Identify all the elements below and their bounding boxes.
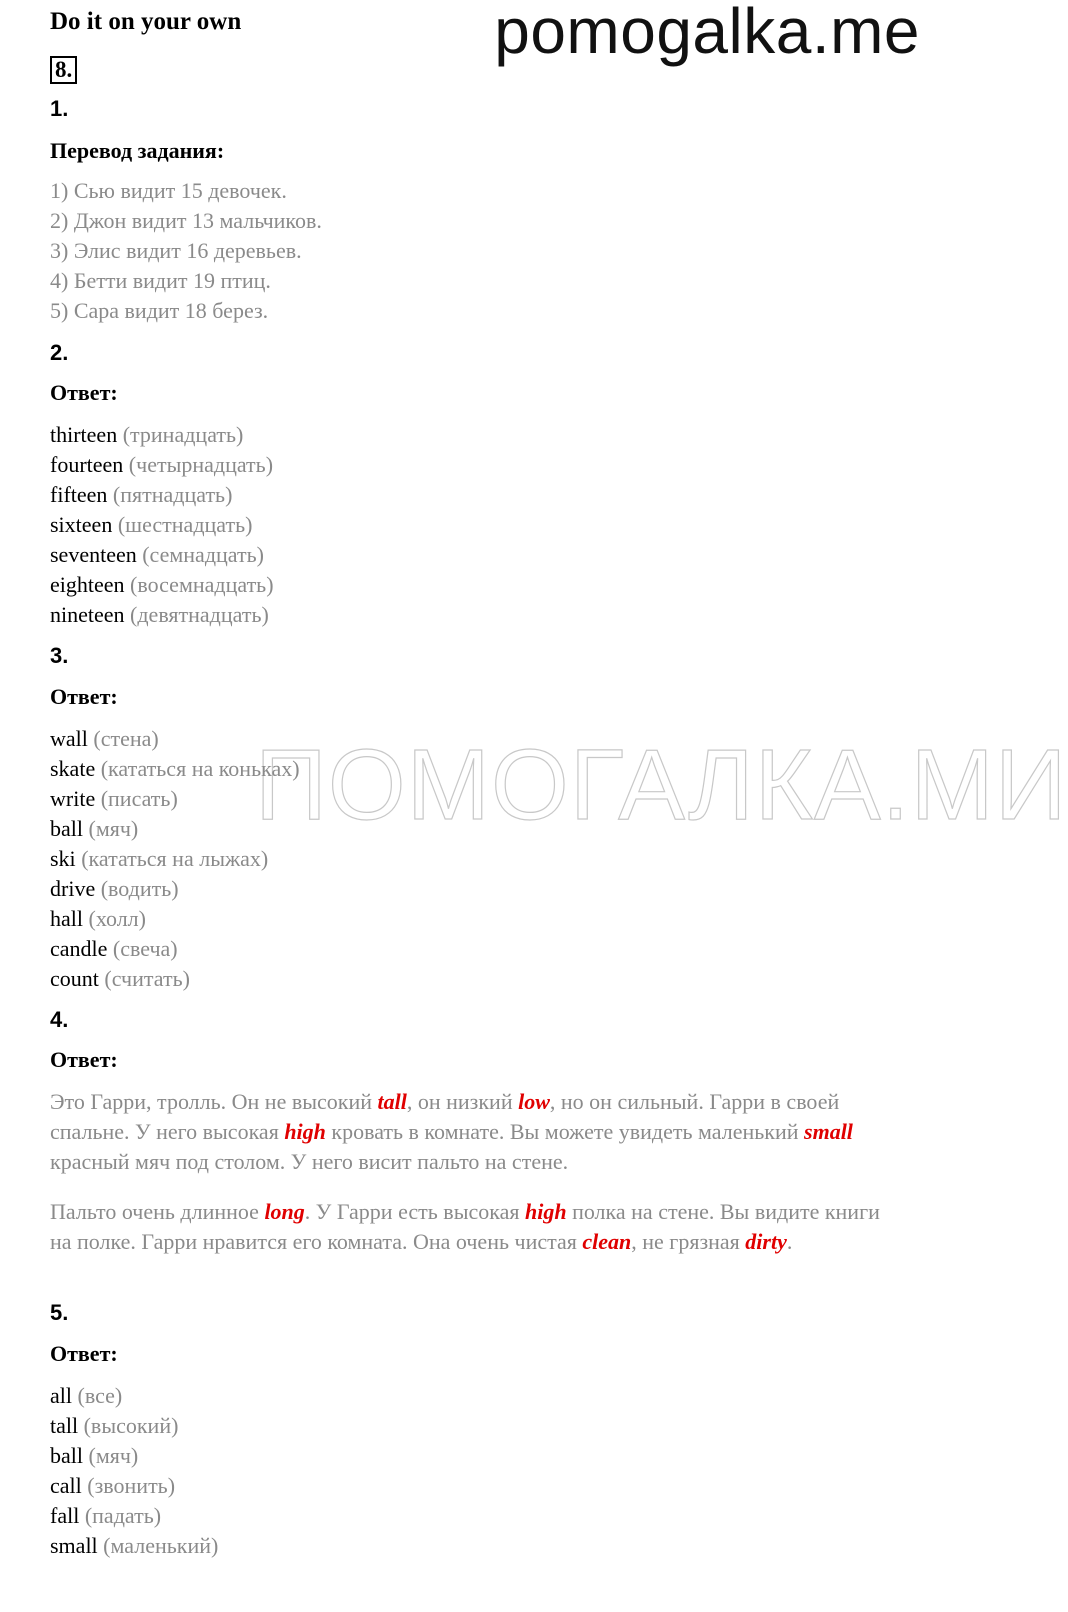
list-item: hall (холл) <box>50 906 146 931</box>
section-2-number: 2. <box>50 340 69 365</box>
section-3-number: 3. <box>50 643 69 668</box>
list-item: wall (стена) <box>50 726 159 751</box>
list-item: tall (высокий) <box>50 1413 179 1438</box>
section-4-paragraph-2: Пальто очень длинное long. У Гарри есть высокая high полка на стене. Вы видите книги на полке. Гарри нравится его комната. Она очень чистая clean, не грязная dirty. <box>50 1199 880 1254</box>
list-item: sixteen (шестнадцать) <box>50 512 253 537</box>
answer-word: high <box>524 1199 567 1224</box>
answer-word: long <box>264 1199 305 1224</box>
section-5-list <box>50 1381 218 1561</box>
section-1-number: 1. <box>50 96 69 121</box>
list-item: write (писать) <box>50 786 178 811</box>
list-item: fifteen (пятнадцать) <box>50 482 233 507</box>
list-item: ball (мяч) <box>50 816 139 841</box>
section-1-heading: Перевод задания: <box>50 138 225 163</box>
section-5-number: 5. <box>50 1300 69 1325</box>
section-5-heading: Ответ: <box>50 1341 118 1366</box>
answer-word: dirty <box>745 1229 787 1254</box>
answer-word: clean <box>582 1229 632 1254</box>
section-1-translation <box>50 176 322 326</box>
list-item: thirteen (тринадцать) <box>50 422 244 447</box>
section-4-paragraph-1: Это Гарри, тролль. Он не высокий tall, он низкий low, но он сильный. Гарри в своей спальне. У него высокая high кровать в комнате. Вы можете увидеть маленький small красный мяч под столом. У него висит пальто на стене. <box>50 1089 853 1174</box>
list-item: seventeen (семнадцать) <box>50 542 264 567</box>
list-item: ski (кататься на лыжах) <box>50 846 269 871</box>
answer-word: high <box>284 1119 326 1144</box>
list-item: count (считать) <box>50 966 190 991</box>
answer-word: tall <box>377 1089 407 1114</box>
section-2-heading: Ответ: <box>50 380 118 405</box>
list-item: all (все) <box>50 1383 123 1408</box>
list-item: skate (кататься на коньках) <box>50 756 300 781</box>
section-2-list <box>50 420 274 630</box>
list-item: small (маленький) <box>50 1533 219 1558</box>
list-item: 2) Джон видит 13 мальчиков. <box>50 208 322 233</box>
list-item: 3) Элис видит 16 деревьев. <box>50 238 302 263</box>
site-watermark: pomogalka.me <box>494 0 920 67</box>
list-item: call (звонить) <box>50 1473 176 1498</box>
section-3-list <box>50 724 300 994</box>
list-item: eighteen (восемнадцать) <box>50 572 274 597</box>
section-4-number: 4. <box>50 1007 69 1032</box>
list-item: nineteen (девятнадцать) <box>50 602 269 627</box>
list-item: ball (мяч) <box>50 1443 139 1468</box>
answer-word: low <box>518 1089 550 1114</box>
list-item: 1) Сью видит 15 девочек. <box>50 178 287 203</box>
list-item: fall (падать) <box>50 1503 162 1528</box>
list-item: candle (свеча) <box>50 936 178 961</box>
page-title: Do it on your own <box>50 8 242 35</box>
answer-word: small <box>804 1119 853 1144</box>
list-item: fourteen (четырнадцать) <box>50 452 274 477</box>
list-item: drive (водить) <box>50 876 179 901</box>
list-item: 5) Сара видит 18 берез. <box>50 298 269 323</box>
section-3-heading: Ответ: <box>50 684 118 709</box>
exercise-number: 8. <box>50 56 77 84</box>
center-watermark: ПОМОГАЛКА.МИ <box>255 729 1068 841</box>
section-4-heading: Ответ: <box>50 1047 118 1072</box>
list-item: 4) Бетти видит 19 птиц. <box>50 268 271 293</box>
